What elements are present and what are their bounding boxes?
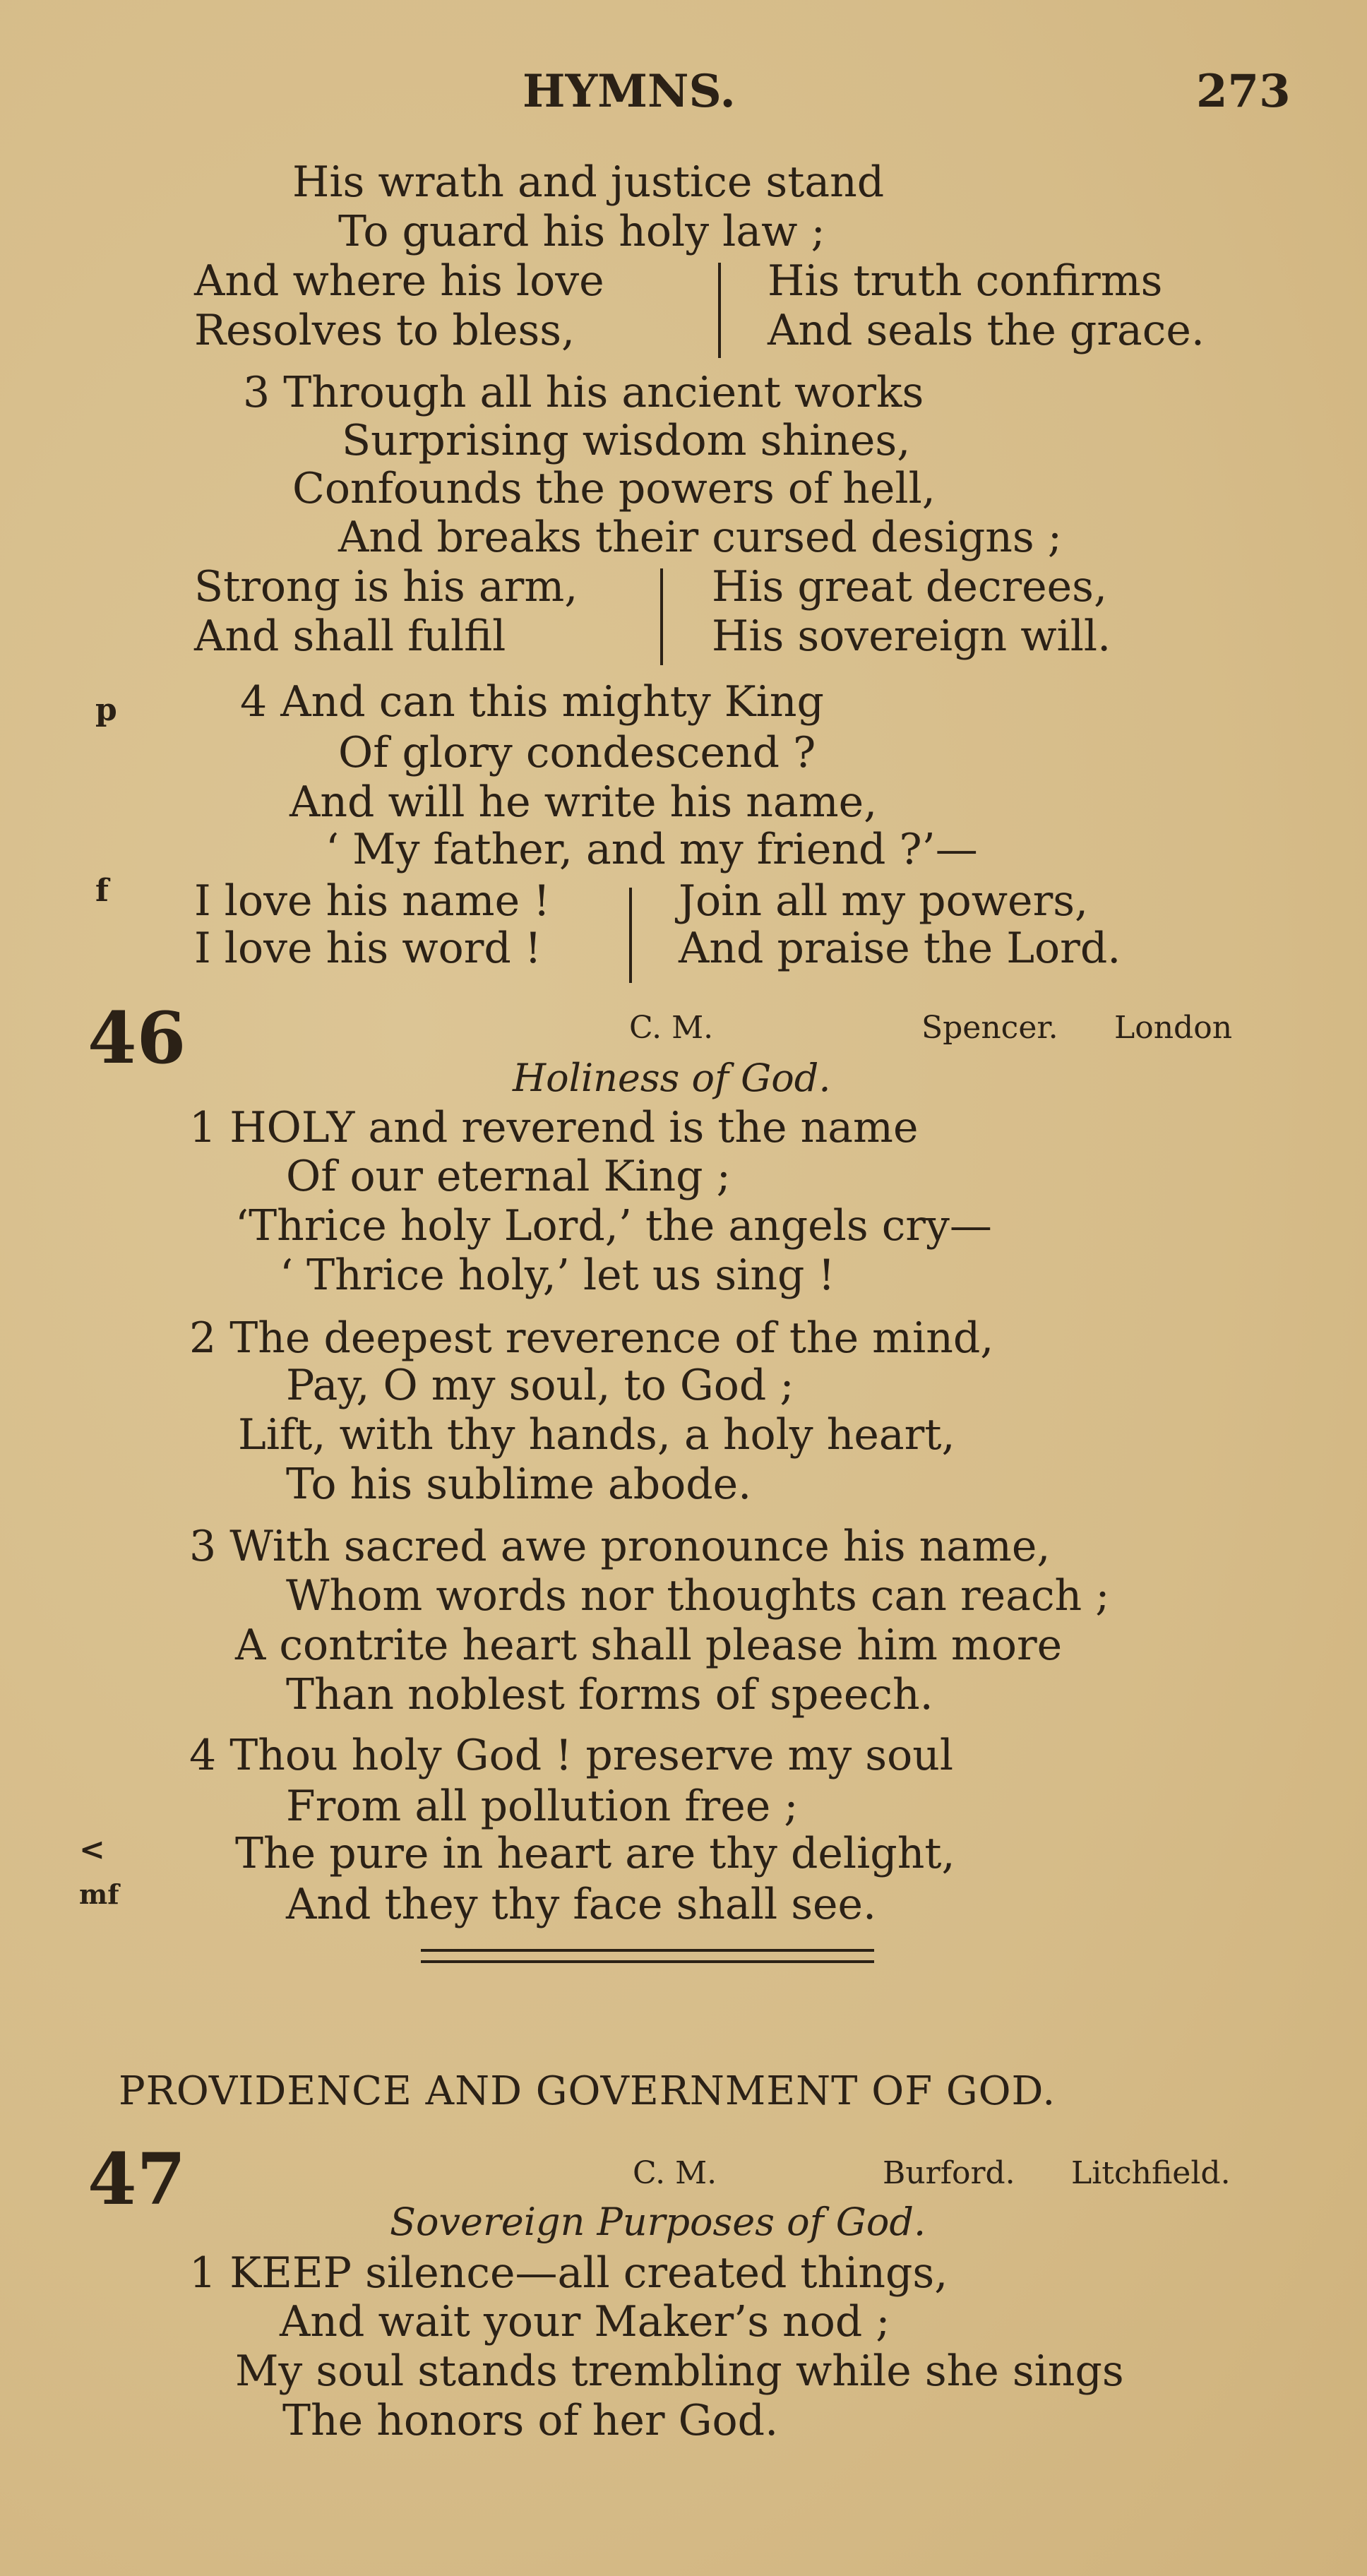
tune-name: London	[1114, 1010, 1233, 1046]
verse-line: 4 And can this mighty King	[240, 677, 824, 727]
verse-line: ‘ My father, and my friend ?’—	[326, 825, 978, 874]
tune-name: Litchfield.	[1071, 2155, 1231, 2191]
double-rule-bottom	[421, 1960, 874, 1963]
verse-line: And they thy face shall see.	[286, 1880, 877, 1929]
verse-line: Of our eternal King ;	[286, 1152, 731, 1201]
verse-line: ‘ Thrice holy,’ let us sing !	[280, 1251, 835, 1300]
column-divider	[629, 888, 632, 983]
hymn-title: Holiness of God.	[513, 1056, 831, 1100]
verse-line-left: I love his name !	[194, 876, 551, 926]
verse-line: A contrite heart shall please him more	[235, 1621, 1063, 1670]
verse-line-right: His sovereign will.	[712, 612, 1111, 661]
hymn-meter: C. M.	[633, 2155, 717, 2191]
verse-line: 1 HOLY and reverend is the name	[189, 1103, 919, 1152]
verse-line: Lift, with thy hands, a holy heart,	[238, 1410, 955, 1460]
hymn-number: 47	[88, 2137, 186, 2221]
verse-line: And will he write his name,	[289, 777, 878, 827]
verse-line: ‘Thrice holy Lord,’ the angels cry—	[235, 1201, 992, 1251]
verse-line: Confounds the powers of hell,	[292, 464, 936, 513]
verse-line: To his sublime abode.	[286, 1460, 752, 1509]
section-heading: PROVIDENCE AND GOVERNMENT OF GOD.	[119, 2068, 1056, 2114]
verse-line: And breaks their cursed designs ;	[338, 513, 1062, 562]
running-header: HYMNS.	[523, 65, 736, 118]
verse-line-right: Join all my powers,	[679, 876, 1089, 926]
verse-line: Than noblest forms of speech.	[286, 1670, 933, 1719]
verse-line: 2 The deepest reverence of the mind,	[189, 1313, 994, 1363]
verse-line-right: And praise the Lord.	[679, 924, 1121, 973]
verse-line-left: Resolves to bless,	[194, 306, 575, 355]
verse-line-right: His great decrees,	[712, 562, 1108, 612]
verse-line-right: His truth confirms	[768, 256, 1163, 306]
verse-line: His wrath and justice stand	[292, 157, 885, 207]
dynamic-mark-forte: f	[95, 873, 109, 909]
verse-line: My soul stands trembling while she sings	[235, 2347, 1124, 2396]
page-number: 273	[1196, 65, 1291, 118]
verse-line: To guard his holy law ;	[338, 207, 825, 256]
tune-name: Spencer.	[921, 1010, 1058, 1046]
hymn-title: Sovereign Purposes of God.	[390, 2200, 926, 2244]
verse-line: Surprising wisdom shines,	[342, 416, 911, 465]
verse-line: 1 KEEP silence—all created things,	[189, 2248, 948, 2298]
dynamic-mark-piano: p	[95, 692, 117, 728]
verse-line: 3 Through all his ancient works	[243, 368, 924, 417]
verse-line: Of glory condescend ?	[338, 728, 816, 777]
hymn-meter: C. M.	[629, 1010, 714, 1046]
hymn-number: 46	[88, 996, 186, 1080]
verse-line-right: And seals the grace.	[768, 306, 1205, 355]
column-divider	[718, 263, 721, 358]
double-rule-top	[421, 1949, 874, 1952]
tune-name: Burford.	[883, 2155, 1015, 2191]
dynamic-mark-mezzoforte: mf	[79, 1878, 119, 1910]
verse-line: 3 With sacred awe pronounce his name,	[189, 1522, 1051, 1571]
verse-line-left: Strong is his arm,	[194, 562, 578, 612]
verse-line: Whom words nor thoughts can reach ;	[286, 1571, 1110, 1621]
verse-line: From all pollution free ;	[286, 1782, 799, 1831]
verse-line-left: I love his word !	[194, 924, 542, 973]
verse-line: And wait your Maker’s nod ;	[280, 2297, 890, 2347]
verse-line: The pure in heart are thy delight,	[235, 1829, 955, 1878]
verse-line: Pay, O my soul, to God ;	[286, 1361, 794, 1410]
verse-line-left: And where his love	[194, 256, 604, 306]
verse-line: The honors of her God.	[282, 2396, 779, 2445]
verse-line-left: And shall fulfil	[194, 612, 506, 661]
crescendo-mark: <	[79, 1832, 105, 1868]
column-divider	[660, 568, 663, 665]
verse-line: 4 Thou holy God ! preserve my soul	[189, 1731, 954, 1780]
